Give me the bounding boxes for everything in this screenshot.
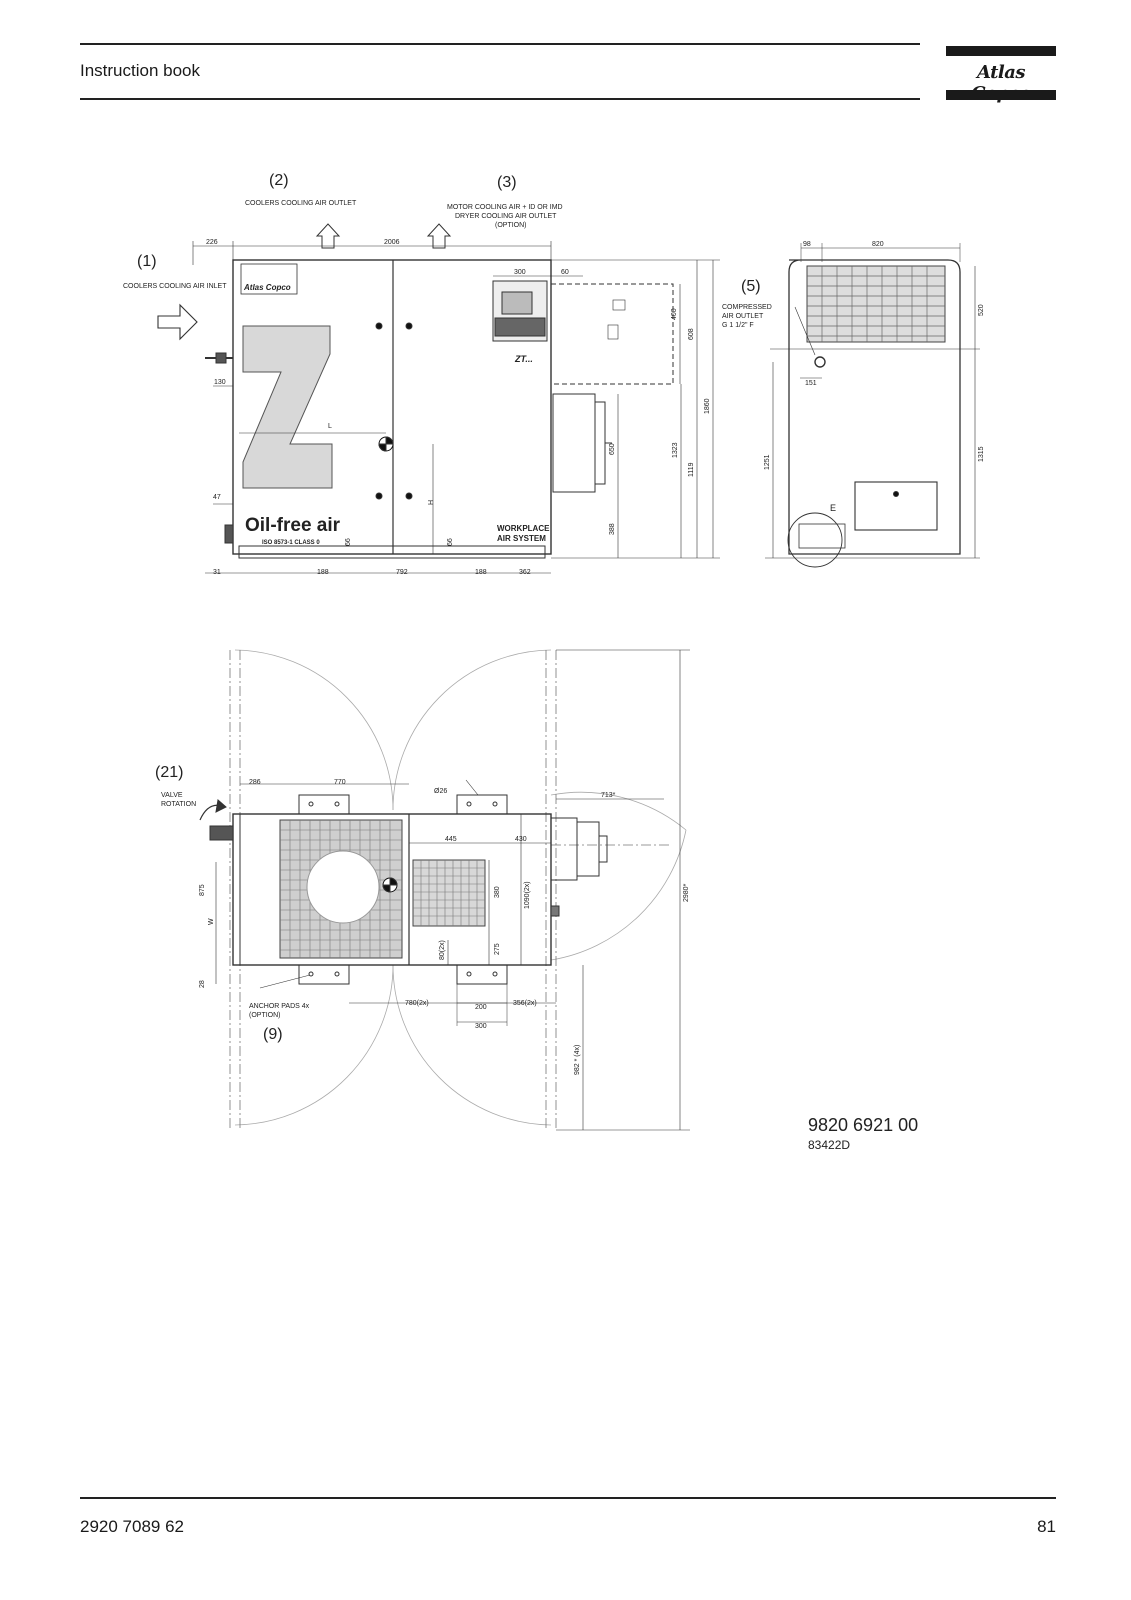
callout-21: (21)	[155, 764, 184, 781]
callout-5: (5)	[741, 278, 761, 295]
callout-1: (1)	[137, 253, 157, 270]
dim-286: 286	[249, 779, 261, 786]
iso-class: ISO 8573-1 CLASS 0	[262, 540, 320, 546]
dim-66b: 66	[447, 538, 454, 546]
dim-66a: 66	[345, 538, 352, 546]
note-valve-1: VALVE	[161, 792, 183, 799]
dim-362: 362	[519, 569, 531, 576]
dim-608: 608	[688, 328, 695, 340]
drawing-number: 9820 6921 00	[808, 1115, 919, 1135]
note-motor-air-3: (OPTION)	[495, 222, 527, 229]
footer-rule	[80, 1497, 1056, 1499]
dim-982: 982 * (4x)	[574, 1044, 581, 1075]
workplace-1: WORKPLACE	[497, 524, 550, 533]
note-anchor-2: (OPTION)	[249, 1012, 281, 1019]
dim-1119: 1119	[688, 462, 695, 477]
label-e: E	[830, 503, 837, 513]
dim-1315: 1315	[978, 446, 985, 462]
note-motor-air-1: MOTOR COOLING AIR + ID OR IMD	[447, 204, 563, 211]
note-anchor-1: ANCHOR PADS 4x	[249, 1003, 310, 1010]
panel-model: ZT...	[515, 354, 533, 364]
dim-188b: 188	[475, 569, 487, 576]
note-compressed-3: G 1 1/2" F	[722, 322, 754, 329]
dim-1251: 1251	[764, 454, 771, 470]
panel-brand: Atlas Copco	[244, 283, 291, 292]
dim-151: 151	[805, 380, 817, 387]
dim-26: Ø26	[434, 788, 448, 795]
note-compressed-1: COMPRESSED	[722, 304, 772, 311]
dim-875: 875	[199, 884, 206, 896]
label-l: L	[328, 423, 332, 430]
dim-60: 60	[561, 269, 569, 276]
dim-445: 445	[445, 836, 457, 843]
callout-3: (3)	[497, 174, 517, 191]
dim-770: 770	[334, 779, 346, 786]
label-h: H	[428, 499, 435, 505]
note-inlet-text: COOLERS COOLING AIR INLET	[123, 283, 227, 290]
front-view	[158, 224, 720, 573]
callout-9: (9)	[263, 1026, 283, 1043]
note-compressed-2: AIR OUTLET	[722, 313, 764, 320]
side-view	[765, 243, 980, 567]
workplace-2: AIR SYSTEM	[497, 534, 546, 543]
dim-300-top: 300	[475, 1023, 487, 1030]
note-valve-2: ROTATION	[161, 801, 197, 808]
dim-275: 275	[494, 943, 501, 955]
dim-356: 356(2x)	[513, 1000, 537, 1007]
document-title: Instruction book	[80, 61, 201, 80]
dim-400: 400	[671, 308, 678, 320]
dim-380: 380	[494, 886, 501, 898]
dim-713: 713*	[601, 792, 616, 799]
dim-388: 388	[609, 523, 616, 535]
dim-28: 28	[199, 980, 206, 988]
dim-1860: 1860	[704, 398, 711, 414]
callout-2: (2)	[269, 172, 289, 189]
dim-98: 98	[803, 241, 811, 248]
dim-1323: 1323	[672, 442, 679, 458]
dim-520: 520	[978, 304, 985, 316]
dim-188a: 188	[317, 569, 329, 576]
dim-226: 226	[206, 239, 218, 246]
drawing-ref: 83422D	[808, 1138, 851, 1152]
dim-820: 820	[872, 241, 884, 248]
dim-650: 650	[609, 443, 616, 455]
document-number: 2920 7089 62	[80, 1517, 184, 1536]
dim-2980: 2980*	[683, 883, 690, 902]
dim-430: 430	[515, 836, 527, 843]
dim-80: 80(2x)	[439, 940, 446, 960]
dim-2006: 2006	[384, 239, 400, 246]
page-number: 81	[1037, 1517, 1056, 1536]
top-view	[200, 650, 690, 1130]
note-coolers-outlet: COOLERS COOLING AIR OUTLET	[245, 200, 357, 207]
dim-200: 200	[475, 1004, 487, 1011]
dim-130: 130	[214, 379, 226, 386]
brand-logo-text: Atlas	[976, 62, 1026, 83]
dim-1090: 1090(2x)	[524, 881, 531, 909]
note-inlet	[123, 283, 227, 290]
dim-300-front: 300	[514, 269, 526, 276]
label-w: W	[208, 918, 215, 925]
dim-47: 47	[213, 494, 221, 501]
oil-free-logo: Oil-free air	[245, 515, 341, 536]
dim-31: 31	[213, 569, 221, 576]
note-motor-air-2: DRYER COOLING AIR OUTLET	[455, 213, 557, 220]
dim-780: 780(2x)	[405, 1000, 429, 1007]
dim-792: 792	[396, 569, 408, 576]
